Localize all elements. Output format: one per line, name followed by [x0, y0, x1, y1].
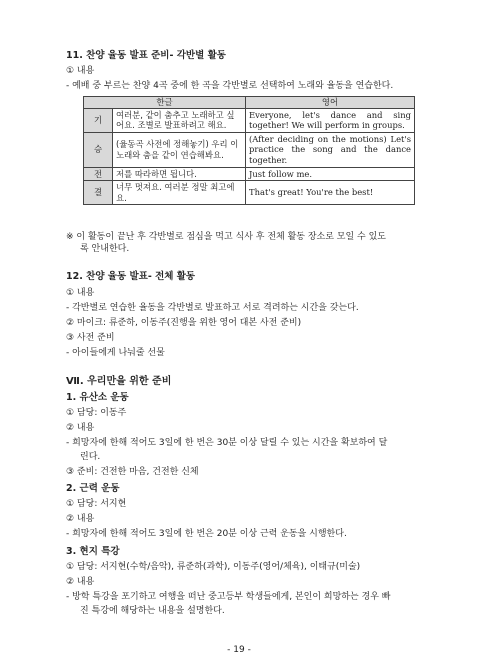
row-stage: 기: [84, 108, 113, 132]
section-12-title: 12. 찬양 율동 발표- 전체 활동: [66, 271, 196, 282]
section-11-note-line-1: ※ 이 활동이 끝난 후 각반별로 점심을 먹고 식사 후 전체 활동 장소로 모일 수 있도: [66, 232, 386, 242]
part-1-item-a: ① 담당: 이동주: [66, 408, 127, 418]
section-11-item-1: ① 내용: [66, 66, 95, 76]
section-11-desc: - 예배 중 부르는 찬양 4곡 중에 한 곡을 각반별로 선택하여 노래와 율동을 연습한다.: [66, 81, 394, 91]
part-2-title: 2. 근력 운동: [66, 483, 120, 494]
part-1-item-d: ③ 준비: 건전한 마음, 건전한 신체: [66, 467, 199, 477]
section-11-title: 11. 찬양 율동 발표 준비- 각반별 활동: [66, 50, 226, 61]
dialogue-table: [83, 96, 415, 205]
header-korean: 한글: [84, 97, 246, 109]
row-korean: (율동곡 사전에 정해놓기) 우리 이 노래와 춤을 같이 연습해봐요.: [113, 132, 246, 167]
part-3-desc-line-1: - 방학 특강을 포기하고 여행을 떠난 중고등부 학생들에게, 본인이 희망하는 경우 빠: [66, 592, 391, 602]
part-2-item-b: ② 내용: [66, 514, 95, 524]
part-3-desc-line-2: 진 특강에 해당하는 내용을 설명한다.: [80, 606, 225, 616]
part-1-item-b: ② 내용: [66, 423, 95, 433]
part-2-desc: - 희망자에 한해 적어도 3일에 한 번은 20분 이상 근력 운동을 시행한다.: [66, 529, 347, 539]
part-3-item-a: ① 담당: 서지현(수학/음악), 류준하(과학), 이동주(영어/체육), 이태규(미술): [66, 562, 361, 572]
part-3-item-b: ② 내용: [66, 577, 95, 587]
section-12-item-3: ③ 사전 준비: [66, 333, 115, 343]
row-korean: 저를 따라하면 됩니다.: [113, 167, 246, 181]
row-english: Everyone, let's dance and sing together! We will perform in groups.: [246, 108, 415, 132]
table-row: [84, 181, 415, 205]
section-12-item-1: ① 내용: [66, 288, 95, 298]
row-english: (After deciding on the motions) Let's practice the song and the dance together.: [246, 132, 415, 167]
part-3-title: 3. 현지 특강: [66, 546, 120, 557]
section-12-item-2: ② 마이크: 류준하, 이동주(진행을 위한 영어 대본 사전 준비): [66, 318, 302, 328]
row-english: That's great! You're the best!: [246, 181, 415, 205]
part-1-desc-line-2: 린다.: [80, 452, 101, 462]
row-stage: 전: [84, 167, 113, 181]
row-korean: 여러분, 같이 춤추고 노래하고 싶어요. 조별로 발표하려고 해요.: [113, 108, 246, 132]
table-row: [84, 132, 415, 167]
chapter-7-title: Ⅶ. 우리만을 위한 준비: [66, 376, 172, 387]
part-2-item-a: ① 담당: 서지현: [66, 499, 127, 509]
page-number: - 19 -: [227, 645, 251, 655]
table-row: [84, 108, 415, 132]
row-korean: 너무 멋져요. 여러분 정말 최고에요.: [113, 181, 246, 205]
section-11-note-line-2: 록 안내한다.: [80, 244, 130, 254]
part-1-desc-line-1: - 희망자에 한해 적어도 3일에 한 번은 30분 이상 달릴 수 있는 시간을 확보하여 달: [66, 438, 388, 448]
header-english: 영어: [246, 97, 415, 109]
row-stage: 승: [84, 132, 113, 167]
section-12-desc: - 각반별로 연습한 율동을 각반별로 발표하고 서로 격려하는 시간을 갖는다.: [66, 303, 359, 313]
row-english: Just follow me.: [246, 167, 415, 181]
section-12-desc-3: - 아이들에게 나눠줄 선물: [66, 348, 165, 358]
table-header-row: [84, 97, 415, 109]
table-row: [84, 167, 415, 181]
row-stage: 결: [84, 181, 113, 205]
part-1-title: 1. 유산소 운동: [66, 392, 129, 403]
